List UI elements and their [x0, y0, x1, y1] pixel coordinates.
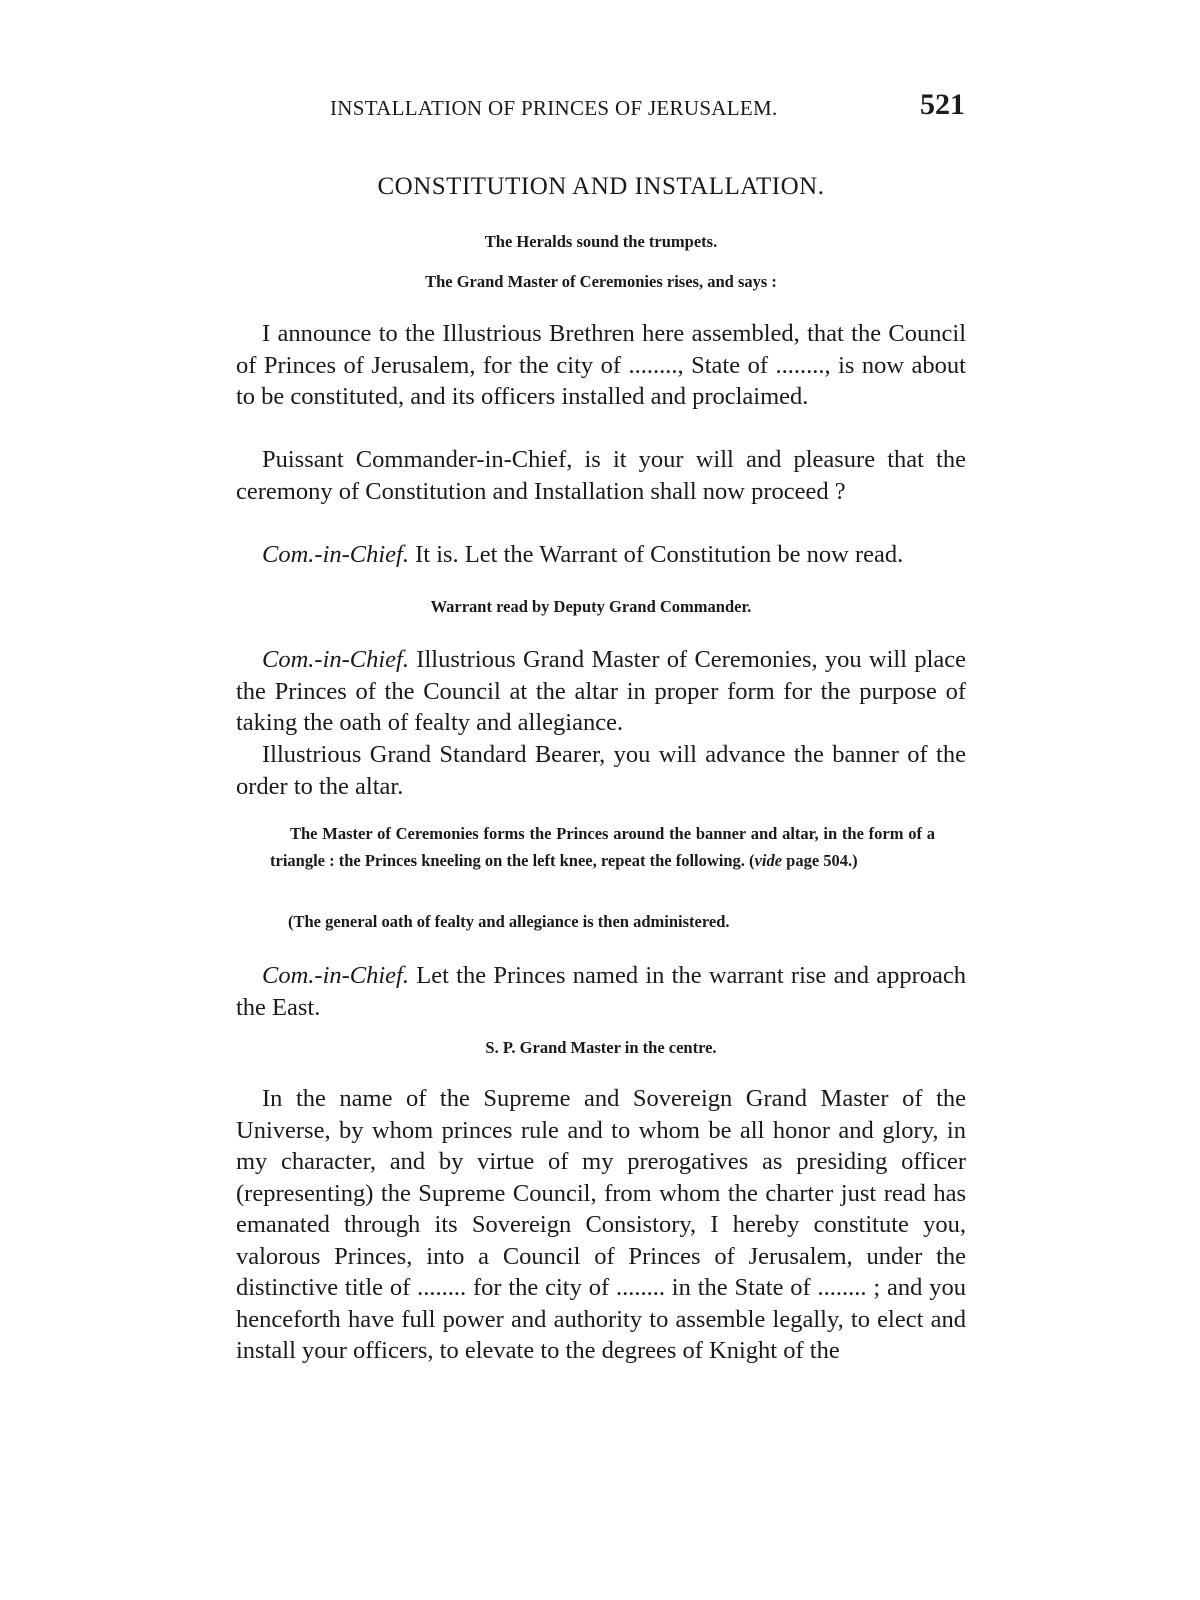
running-head	[330, 88, 965, 128]
paragraph-constitution-declaration: In the name of the Supreme and Sovereign Grand Master of the Universe, by whom princes rule and to whom be all honor and glory, in my character, and by virtue of my prerogatives as presiding officer (representing) the Supreme Council, from whom the charter just read has emanated through its Sovereign Consistory, I hereby constitute you, valorous Princes, into a Council of Princes of Jerusalem, under the distinctive title of ........ for the city of ........ in the State of ........ ; and you henceforth have full power and authority to assemble legally, to elect and install your officers, to elevate to the degrees of Knight of the	[236, 1085, 966, 1364]
paragraph-announcement: I announce to the Illustrious Brethren here assembled, that the Council of Princes of Jerusalem, for the city of ........, State of ........, is now about to be constituted, and its officers installed and proclaimed.	[236, 320, 966, 410]
note-triangle	[270, 820, 935, 874]
paragraph-warrant	[236, 539, 966, 571]
direction-heralds: The Heralds sound the trumpets.	[484, 232, 718, 251]
direction-master-rises: The Grand Master of Ceremonies rises, and says :	[425, 272, 777, 291]
speaker-label: Com.-in-Chief.	[262, 541, 409, 568]
section-title: CONSTITUTION AND INSTALLATION.	[377, 173, 825, 200]
direction-general-oath: (The general oath of fealty and allegiance is then administered.	[288, 912, 730, 931]
running-head-title: INSTALLATION OF PRINCES OF JERUSALEM.	[330, 96, 778, 120]
paragraph-place-princes	[236, 644, 966, 739]
speaker-label: Com.-in-Chief.	[262, 646, 409, 673]
note-text: The Master of Ceremonies forms the Princes around the banner and altar, in the form of a triangle : the Princes kneeling on the left knee, repeat the following. (	[270, 824, 935, 870]
speech-text: It is. Let the Warrant of Constitution be now read.	[415, 541, 904, 568]
paragraph-princes-rise	[236, 960, 966, 1023]
direction-warrant-read: Warrant read by Deputy Grand Commander.	[430, 597, 752, 616]
speech-text: Let the Princes named in the warrant rise and approach the East.	[236, 962, 966, 1021]
page-number: 521	[920, 88, 965, 121]
direction-sp-centre: S. P. Grand Master in the centre.	[485, 1038, 717, 1057]
note-text-end: page 504.)	[782, 851, 858, 870]
paragraph-puissant: Puissant Commander-in-Chief, is it your will and pleasure that the ceremony of Constitution and Installation shall now proceed ?	[236, 446, 966, 505]
speech-text: Illustrious Grand Master of Ceremonies, you will place the Princes of the Council at the altar in proper form for the purpose of taking the oath of fealty and allegiance.	[236, 646, 967, 736]
paragraph-standard-bearer: Illustrious Grand Standard Bearer, you will advance the banner of the order to the altar.	[236, 741, 966, 800]
note-vide: vide	[754, 851, 783, 870]
speaker-label: Com.-in-Chief.	[262, 962, 409, 989]
